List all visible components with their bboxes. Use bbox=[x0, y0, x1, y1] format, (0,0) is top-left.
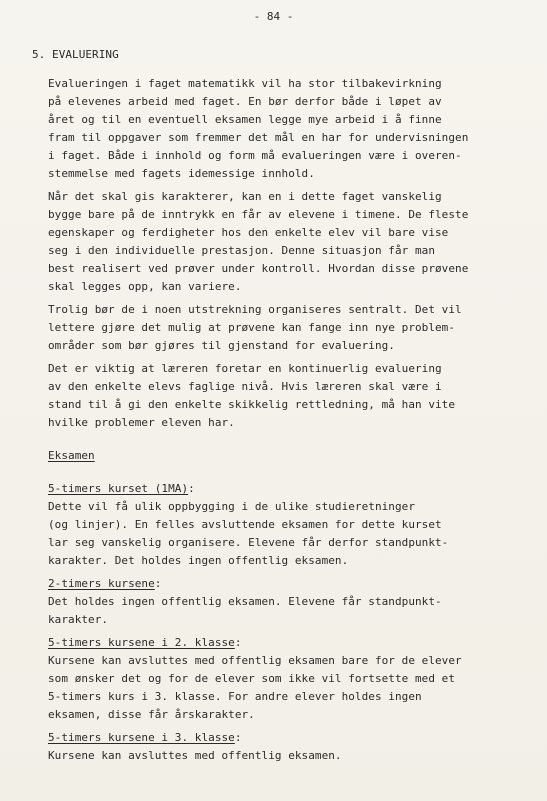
exam-item bbox=[48, 729, 532, 765]
text-line: Kursene kan avsluttes med offentlig eksamen bare for de elever bbox=[48, 654, 462, 667]
text-line: 5-timers kurs i 3. klasse. For andre elever holdes ingen bbox=[48, 690, 422, 703]
exam-item bbox=[48, 634, 532, 724]
text-line: områder som bør gjøres til gjenstand for evaluering. bbox=[48, 339, 395, 352]
text-line: Når det skal gis karakterer, kan en i dette faget vanskelig bbox=[48, 190, 442, 203]
text-line: seg i den individuelle prestasjon. Denne situasjon får man bbox=[48, 244, 436, 257]
text-line: Evalueringen i faget matematikk vil ha stor tilbakevirkning bbox=[48, 77, 442, 90]
text-line: skal legges opp, kan variere. bbox=[48, 280, 242, 293]
text-line: Det er viktig at læreren foretar en kontinuerlig evaluering bbox=[48, 362, 442, 375]
paragraph bbox=[48, 75, 532, 183]
text-line: som ønsker det og for de elever som ikke vil fortsette med et bbox=[48, 672, 456, 685]
paragraph bbox=[48, 188, 532, 296]
paragraph bbox=[48, 301, 532, 355]
text-line: Kursene kan avsluttes med offentlig eksamen. bbox=[48, 749, 342, 762]
exam-item-title: 5-timers kursene i 3. klasse: bbox=[48, 731, 242, 744]
text-line: av den enkelte elevs faglige nivå. Hvis læreren skal være i bbox=[48, 380, 442, 393]
exam-heading: Eksamen bbox=[48, 449, 95, 462]
exam-item-title: 5-timers kurset (1MA): bbox=[48, 482, 195, 495]
text-line: fram til oppgaver som fremmer det mål en har for undervisningen bbox=[48, 131, 469, 144]
text-line: karakter. Det holdes ingen offentlig eksamen. bbox=[48, 554, 349, 567]
text-line: Trolig bør de i noen utstrekning organiseres sentralt. Det vil bbox=[48, 303, 462, 316]
text-line: lar seg vanskelig organisere. Elevene får derfor standpunkt- bbox=[48, 536, 449, 549]
text-line: året og til en eventuell eksamen legge mye arbeid i å finne bbox=[48, 113, 442, 126]
exam-item-title: 2-timers kursene: bbox=[48, 577, 162, 590]
text-line: eksamen, disse får årskarakter. bbox=[48, 708, 255, 721]
paragraph bbox=[48, 360, 532, 432]
section-heading: 5. EVALUERING bbox=[32, 48, 119, 61]
text-line: lettere gjøre det mulig at prøvene kan fange inn nye problem- bbox=[48, 321, 456, 334]
section-body bbox=[32, 75, 532, 765]
text-line: Dette vil få ulik oppbygging i de ulike studieretninger bbox=[48, 500, 415, 513]
exam-item-title: 5-timers kursene i 2. klasse: bbox=[48, 636, 242, 649]
text-line: (og linjer). En felles avsluttende eksamen for dette kurset bbox=[48, 518, 442, 531]
text-line: Det holdes ingen offentlig eksamen. Elevene får standpunkt- bbox=[48, 595, 442, 608]
text-line: egenskaper og ferdigheter hos den enkelte elev vil bare vise bbox=[48, 226, 449, 239]
text-line: hvilke problemer eleven har. bbox=[48, 416, 235, 429]
exam-item bbox=[48, 575, 532, 629]
page-number: - 84 - bbox=[253, 10, 294, 23]
text-line: stemmelse med fagets idemessige innhold. bbox=[48, 167, 315, 180]
text-line: bygge bare på de inntrykk en får av elevene i timene. De fleste bbox=[48, 208, 469, 221]
exam-item bbox=[48, 480, 532, 570]
text-line: stand til å gi den enkelte skikkelig rettledning, må han vite bbox=[48, 398, 456, 411]
text-line: i faget. Både i innhold og form må evalueringen være i overen- bbox=[48, 149, 462, 162]
text-line: karakter. bbox=[48, 613, 109, 626]
text-line: på elevenes arbeid med faget. En bør derfor både i løpet av bbox=[48, 95, 442, 108]
text-block bbox=[32, 46, 532, 765]
text-line: best realisert ved prøver under kontroll. Hvordan disse prøvene bbox=[48, 262, 469, 275]
